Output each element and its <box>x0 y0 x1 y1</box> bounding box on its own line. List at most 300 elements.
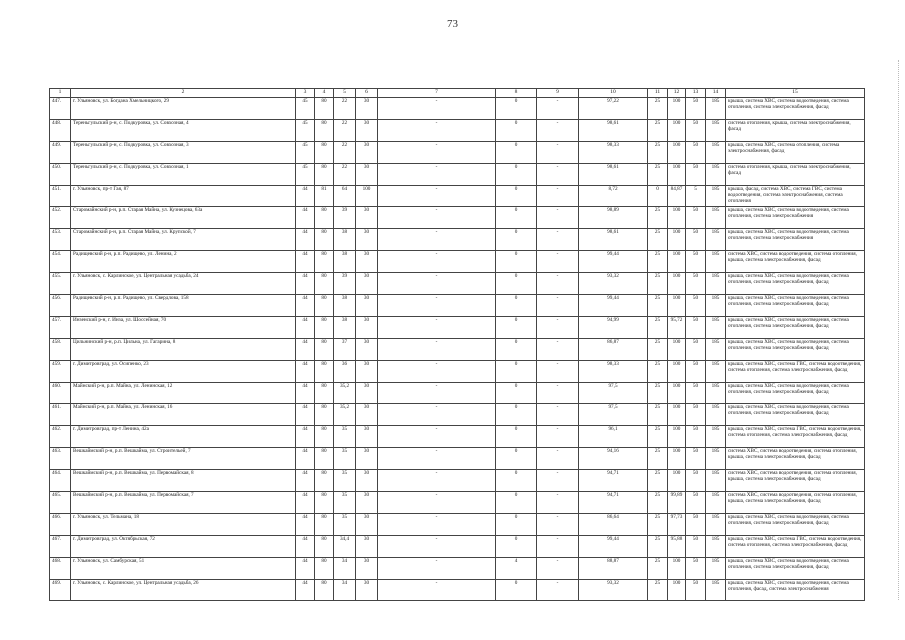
column-header: 7 <box>378 89 496 98</box>
table-cell: 449. <box>50 141 71 163</box>
table-cell: 100 <box>356 185 378 207</box>
margin-marks <box>894 60 899 600</box>
table-cell: 99,89 <box>668 492 686 514</box>
table-cell: 50 <box>686 404 706 426</box>
table-cell: 44 <box>296 360 315 382</box>
table-cell: 0 <box>496 404 537 426</box>
registry-table <box>49 88 865 601</box>
table-cell: 185 <box>706 492 726 514</box>
table-cell: 45 <box>296 141 315 163</box>
table-cell: 38 <box>334 295 356 317</box>
table-cell: - <box>378 579 496 601</box>
table-cell: 30 <box>356 426 378 448</box>
table-cell: г. Ульяновск, ул. Самбурская, 51 <box>71 557 296 579</box>
table-cell: 35 <box>334 448 356 470</box>
table-cell: 185 <box>706 273 726 295</box>
table-cell: 95,88 <box>668 535 686 557</box>
table-cell: 0 <box>648 185 668 207</box>
table-cell: 185 <box>706 141 726 163</box>
table-cell: 185 <box>706 360 726 382</box>
table-cell: 50 <box>686 579 706 601</box>
table-cell: 44 <box>296 338 315 360</box>
table-cell: 80 <box>315 579 334 601</box>
table-cell: 185 <box>706 163 726 185</box>
table-cell: 25 <box>648 426 668 448</box>
table-cell: 35 <box>334 513 356 535</box>
table-cell: - <box>537 360 579 382</box>
table-cell: крыша, система ХВС, система водоотведения, система отопления, система электроснабжения, фасад <box>726 98 865 120</box>
table-cell: - <box>537 492 579 514</box>
table-cell: 25 <box>648 338 668 360</box>
table-cell: 94,16 <box>579 448 648 470</box>
table-cell: - <box>378 98 496 120</box>
table-cell: 80 <box>315 98 334 120</box>
table-cell: г. Димитровград, пр-т Ленина, 42а <box>71 426 296 448</box>
table-row <box>50 513 865 535</box>
table-cell: 80 <box>315 513 334 535</box>
column-header: 13 <box>686 89 706 98</box>
table-cell: крыша, система ХВС, система водоотведения, система отопления, система электроснабжения <box>726 229 865 251</box>
table-cell: 80 <box>315 141 334 163</box>
table-cell: 25 <box>648 273 668 295</box>
table-cell: 80 <box>315 426 334 448</box>
table-cell: 50 <box>686 513 706 535</box>
table-cell: 0 <box>496 163 537 185</box>
table-cell: 457. <box>50 316 71 338</box>
table-cell: 44 <box>296 513 315 535</box>
table-cell: 468. <box>50 557 71 579</box>
table-cell: 0 <box>496 119 537 141</box>
table-cell: 80 <box>315 295 334 317</box>
table-cell: 185 <box>706 338 726 360</box>
table-row <box>50 119 865 141</box>
table-cell: 0 <box>496 229 537 251</box>
table-cell: 37 <box>334 338 356 360</box>
table-cell: 25 <box>648 360 668 382</box>
table-cell: крыша, система ХВС, система водоотведения, система отопления, фасад, система электроснабжения <box>726 579 865 601</box>
table-cell: 30 <box>356 207 378 229</box>
table-cell: 100 <box>668 251 686 273</box>
table-cell: 99,44 <box>579 251 648 273</box>
table-cell: 4 <box>496 557 537 579</box>
table-cell: система ХВС, система водоотведения, система отопления, крыша, система электроснабжения, фасад <box>726 492 865 514</box>
table-cell: - <box>537 185 579 207</box>
table-row <box>50 492 865 514</box>
table-cell: 80 <box>315 163 334 185</box>
table-cell: 44 <box>296 316 315 338</box>
table-cell: 50 <box>686 229 706 251</box>
table-cell: 50 <box>686 426 706 448</box>
table-cell: 462. <box>50 426 71 448</box>
table-cell: 185 <box>706 382 726 404</box>
table-cell: 30 <box>356 141 378 163</box>
table-cell: - <box>378 251 496 273</box>
table-cell: 467. <box>50 535 71 557</box>
table-cell: - <box>537 470 579 492</box>
table-row <box>50 141 865 163</box>
table-cell: 30 <box>356 273 378 295</box>
table-cell: 0 <box>496 382 537 404</box>
table-cell: крыша, система ХВС, система отопления, система электроснабжения, фасад <box>726 141 865 163</box>
table-cell: 100 <box>668 557 686 579</box>
table-cell: 185 <box>706 448 726 470</box>
table-cell: - <box>537 579 579 601</box>
table-cell: 0 <box>496 492 537 514</box>
table-cell: 25 <box>648 470 668 492</box>
table-cell: крыша, система ХВС, система водоотведения, система отопления, система электроснабжения, фасад <box>726 513 865 535</box>
table-cell: 97,73 <box>668 513 686 535</box>
table-cell: 0 <box>496 360 537 382</box>
table-cell: 455. <box>50 273 71 295</box>
table-cell: г. Ульяновск, ул. Тельмана, 18 <box>71 513 296 535</box>
table-cell: Старомайнский р-н, р.п. Старая Майна, ул. Крупской, 7 <box>71 229 296 251</box>
table-cell: 50 <box>686 119 706 141</box>
table-row <box>50 251 865 273</box>
table-cell: 454. <box>50 251 71 273</box>
table-cell: - <box>378 360 496 382</box>
table-cell: 30 <box>356 382 378 404</box>
table-cell: 50 <box>686 492 706 514</box>
table-cell: 0 <box>496 141 537 163</box>
table-cell: 44 <box>296 404 315 426</box>
table-cell: 38 <box>334 251 356 273</box>
table-cell: 100 <box>668 338 686 360</box>
table-cell: - <box>537 295 579 317</box>
table-cell: 460. <box>50 382 71 404</box>
table-cell: 30 <box>356 295 378 317</box>
table-cell: 0 <box>496 251 537 273</box>
table-cell: 30 <box>356 119 378 141</box>
table-cell: 30 <box>356 557 378 579</box>
table-cell: 80 <box>315 535 334 557</box>
table-cell: - <box>378 229 496 251</box>
table-cell: 30 <box>356 448 378 470</box>
table-cell: 185 <box>706 98 726 120</box>
table-cell: 38 <box>334 229 356 251</box>
table-cell: 80 <box>315 404 334 426</box>
table-cell: г. Ульяновск, с. Карлинское, ул. Центральная усадьба, 26 <box>71 579 296 601</box>
table-cell: Тереньгульский р-н, с. Подкуровка, ул. Совхозная, 4 <box>71 119 296 141</box>
table-cell: 25 <box>648 251 668 273</box>
table-cell: - <box>378 295 496 317</box>
table-cell: 94,71 <box>579 470 648 492</box>
column-header: 11 <box>648 89 668 98</box>
table-cell: крыша, система ХВС, система ГВС, система водоотведения, система отопления, система электроснабжения, фасад <box>726 535 865 557</box>
table-cell: 5 <box>686 185 706 207</box>
table-cell: крыша, система ХВС, система ГВС, система водоотведения, система отопления, система электроснабжения, фасад <box>726 426 865 448</box>
table-cell: 0 <box>496 98 537 120</box>
table-cell: 50 <box>686 557 706 579</box>
table-cell: 35 <box>334 470 356 492</box>
table-cell: 98,61 <box>579 229 648 251</box>
table-cell: 451. <box>50 185 71 207</box>
table-cell: 39 <box>334 207 356 229</box>
table-cell: 458. <box>50 338 71 360</box>
table-row <box>50 273 865 295</box>
table-cell: 25 <box>648 557 668 579</box>
table-cell: 30 <box>356 338 378 360</box>
table-cell: - <box>537 535 579 557</box>
table-cell: Радищевский р-н, р.п. Радищево, ул. Свердлова, 158 <box>71 295 296 317</box>
table-cell: 100 <box>668 579 686 601</box>
table-cell: 30 <box>356 492 378 514</box>
table-cell: - <box>378 470 496 492</box>
table-cell: 185 <box>706 295 726 317</box>
table-cell: - <box>378 513 496 535</box>
table-cell: г. Димитровград, ул. Осипенко, 23 <box>71 360 296 382</box>
table-cell: 95,72 <box>668 316 686 338</box>
table-cell: 448. <box>50 119 71 141</box>
table-cell: 25 <box>648 229 668 251</box>
table-cell: 100 <box>668 295 686 317</box>
table-row <box>50 426 865 448</box>
table-cell: 50 <box>686 338 706 360</box>
table-cell: Вешкаймский р-н, р.п. Вешкайма, ул. Первомайская, 8 <box>71 470 296 492</box>
table-cell: 45 <box>296 119 315 141</box>
table-cell: Радищевский р-н, р.п. Радищево, ул. Ленина, 2 <box>71 251 296 273</box>
table-cell: 44 <box>296 207 315 229</box>
table-cell: 100 <box>668 426 686 448</box>
table-cell: 0 <box>496 470 537 492</box>
table-cell: 44 <box>296 295 315 317</box>
table-cell: 459. <box>50 360 71 382</box>
table-cell: крыша, система ХВС, система водоотведения, система отопления, система электроснабжения, фасад <box>726 295 865 317</box>
table-row <box>50 382 865 404</box>
table-cell: 50 <box>686 535 706 557</box>
table-row <box>50 295 865 317</box>
table-cell: - <box>378 273 496 295</box>
table-cell: - <box>537 382 579 404</box>
table-cell: 185 <box>706 426 726 448</box>
table-cell: 100 <box>668 141 686 163</box>
table-cell: 50 <box>686 382 706 404</box>
table-cell: 80 <box>315 492 334 514</box>
table-cell: Старомайнский р-н, р.п. Старая Майна, ул. Кузнецова, 63а <box>71 207 296 229</box>
table-cell: 80 <box>315 557 334 579</box>
table-cell: 50 <box>686 98 706 120</box>
table-cell: - <box>537 229 579 251</box>
table-cell: 447. <box>50 98 71 120</box>
table-cell: 96,1 <box>579 426 648 448</box>
table-cell: 185 <box>706 207 726 229</box>
table-cell: 80 <box>315 273 334 295</box>
table-cell: 97,22 <box>579 98 648 120</box>
table-cell: - <box>378 404 496 426</box>
table-cell: 84,87 <box>668 185 686 207</box>
column-header: 4 <box>315 89 334 98</box>
table-cell: 100 <box>668 229 686 251</box>
table-cell: 93,32 <box>579 579 648 601</box>
table-cell: 50 <box>686 295 706 317</box>
table-cell: 100 <box>668 448 686 470</box>
table-cell: 100 <box>668 119 686 141</box>
table-cell: 0 <box>496 207 537 229</box>
table-cell: 99,44 <box>579 535 648 557</box>
table-cell: - <box>378 426 496 448</box>
table-cell: 80 <box>315 316 334 338</box>
table-body <box>50 98 865 601</box>
table-cell: Вешкаймский р-н, р.п. Вешкайма, ул. Строительей, 7 <box>71 448 296 470</box>
table-cell: крыша, система ХВС, система водоотведения, система отопления, система электроснабжения, фасад <box>726 404 865 426</box>
table-cell: 30 <box>356 229 378 251</box>
table-cell: - <box>378 316 496 338</box>
table-cell: 80 <box>315 382 334 404</box>
table-cell: - <box>537 141 579 163</box>
table-cell: 86,87 <box>579 338 648 360</box>
table-cell: 80 <box>315 207 334 229</box>
table-cell: 97,5 <box>579 404 648 426</box>
table-cell: 34 <box>334 557 356 579</box>
table-cell: 22 <box>334 98 356 120</box>
table-cell: 45 <box>296 98 315 120</box>
table-cell: Майнский р-н, р.п. Майна, ул. Ленинская, 12 <box>71 382 296 404</box>
table-cell: - <box>378 557 496 579</box>
table-cell: 50 <box>686 448 706 470</box>
table-row <box>50 579 865 601</box>
table-cell: 35 <box>334 426 356 448</box>
column-header: 2 <box>71 89 296 98</box>
table-cell: 100 <box>668 360 686 382</box>
table-cell: - <box>378 535 496 557</box>
table-cell: 81 <box>315 185 334 207</box>
table-cell: 50 <box>686 273 706 295</box>
table-cell: 22 <box>334 163 356 185</box>
table-cell: 30 <box>356 579 378 601</box>
column-header: 9 <box>537 89 579 98</box>
table-row <box>50 360 865 382</box>
table-cell: - <box>537 316 579 338</box>
table-cell: 8,72 <box>579 185 648 207</box>
table-cell: 185 <box>706 513 726 535</box>
table-cell: 100 <box>668 207 686 229</box>
table-cell: - <box>537 163 579 185</box>
table-cell: 25 <box>648 98 668 120</box>
table-cell: 25 <box>648 404 668 426</box>
table-cell: Тереньгульский р-н, с. Подкуровка, ул. Совхозная, 1 <box>71 163 296 185</box>
table-cell: 97,5 <box>579 382 648 404</box>
table-cell: 98,89 <box>579 207 648 229</box>
table-cell: 450. <box>50 163 71 185</box>
table-cell: 30 <box>356 535 378 557</box>
table-cell: 453. <box>50 229 71 251</box>
table-cell: 185 <box>706 251 726 273</box>
table-row <box>50 163 865 185</box>
table-cell: 185 <box>706 535 726 557</box>
table-cell: 30 <box>356 404 378 426</box>
table-cell: система ХВС, система водоотведения, система отопления, крыша, система электроснабжения, фасад <box>726 251 865 273</box>
table-cell: Вешкаймский р-н, р.п. Вешкайма, ул. Первомайская, 7 <box>71 492 296 514</box>
table-cell: г. Ульяновск, ул. Богдана Хмельницкого, 29 <box>71 98 296 120</box>
table-cell: 185 <box>706 316 726 338</box>
page-number: 73 <box>447 18 458 30</box>
table-cell: 44 <box>296 382 315 404</box>
table-cell: 0 <box>496 185 537 207</box>
table-cell: г. Димитровград, ул. Октябрьская, 72 <box>71 535 296 557</box>
table-cell: 50 <box>686 316 706 338</box>
table-cell: 35,2 <box>334 404 356 426</box>
table-cell: - <box>537 273 579 295</box>
table-cell: 39 <box>334 273 356 295</box>
table-cell: 30 <box>356 360 378 382</box>
table-cell: система ХВС, система водоотведения, система отопления, крыша, система электроснабжения, фасад <box>726 448 865 470</box>
table-cell: 45 <box>296 163 315 185</box>
table-cell: - <box>537 426 579 448</box>
table-cell: - <box>378 207 496 229</box>
table-cell: 185 <box>706 119 726 141</box>
table-row <box>50 316 865 338</box>
table-row <box>50 229 865 251</box>
table-cell: 466. <box>50 513 71 535</box>
table-cell: 80 <box>315 229 334 251</box>
table-cell: 94,99 <box>579 316 648 338</box>
column-header: 1 <box>50 89 71 98</box>
table-cell: 88,87 <box>579 557 648 579</box>
table-cell: 25 <box>648 207 668 229</box>
table-cell: крыша, система ХВС, система водоотведения, система отопления, система электроснабжения, фасад <box>726 382 865 404</box>
table-cell: 44 <box>296 492 315 514</box>
table-cell: крыша, фасад, система ХВС, система ГВС, система водоотведения, система электроснабжения, система отопления <box>726 185 865 207</box>
table-cell: Майнский р-н, р.п. Майна, ул. Ленинская, 16 <box>71 404 296 426</box>
table-cell: 36 <box>334 360 356 382</box>
table-cell: г. Ульяновск, пр-т Гая, 87 <box>71 185 296 207</box>
table-row <box>50 557 865 579</box>
table-cell: 50 <box>686 163 706 185</box>
table-cell: 25 <box>648 163 668 185</box>
table-cell: 25 <box>648 513 668 535</box>
table-cell: 0 <box>496 338 537 360</box>
table-cell: 22 <box>334 119 356 141</box>
table-cell: 469. <box>50 579 71 601</box>
table-cell: 0 <box>496 426 537 448</box>
table-cell: крыша, система ХВС, система ГВС, система водоотведения, система отопления, система электроснабжения, фасад <box>726 360 865 382</box>
table-cell: 0 <box>496 579 537 601</box>
table-cell: 0 <box>496 448 537 470</box>
table-cell: 25 <box>648 535 668 557</box>
table-row <box>50 207 865 229</box>
table-cell: 86,64 <box>579 513 648 535</box>
table-cell: 30 <box>356 513 378 535</box>
table-cell: 80 <box>315 360 334 382</box>
table-cell: крыша, система ХВС, система водоотведения, система отопления, система электроснабжения, фасад <box>726 338 865 360</box>
table-cell: - <box>378 141 496 163</box>
table-cell: 80 <box>315 251 334 273</box>
table-cell: г. Ульяновск, с. Карлинское, ул. Центральная усадьба, 24 <box>71 273 296 295</box>
table-cell: 50 <box>686 207 706 229</box>
column-header: 10 <box>579 89 648 98</box>
table-cell: 185 <box>706 557 726 579</box>
table-cell: 0 <box>496 513 537 535</box>
table-cell: - <box>537 338 579 360</box>
table-cell: 185 <box>706 404 726 426</box>
table-cell: 185 <box>706 579 726 601</box>
column-header: 14 <box>706 89 726 98</box>
table-row <box>50 338 865 360</box>
table-cell: Инзенский р-н, г. Инза, ул. Шоссейная, 70 <box>71 316 296 338</box>
table-cell: 30 <box>356 251 378 273</box>
table-cell: 0 <box>496 273 537 295</box>
table-cell: 30 <box>356 470 378 492</box>
table-cell: - <box>537 251 579 273</box>
table-cell: 50 <box>686 470 706 492</box>
column-header: 12 <box>668 89 686 98</box>
table-row <box>50 535 865 557</box>
table-row <box>50 404 865 426</box>
table-cell: 44 <box>296 579 315 601</box>
table-row <box>50 185 865 207</box>
table-cell: 0 <box>496 535 537 557</box>
table-cell: система отопления, крыша, система электроснабжения, фасад <box>726 163 865 185</box>
table-cell: 94,71 <box>579 492 648 514</box>
